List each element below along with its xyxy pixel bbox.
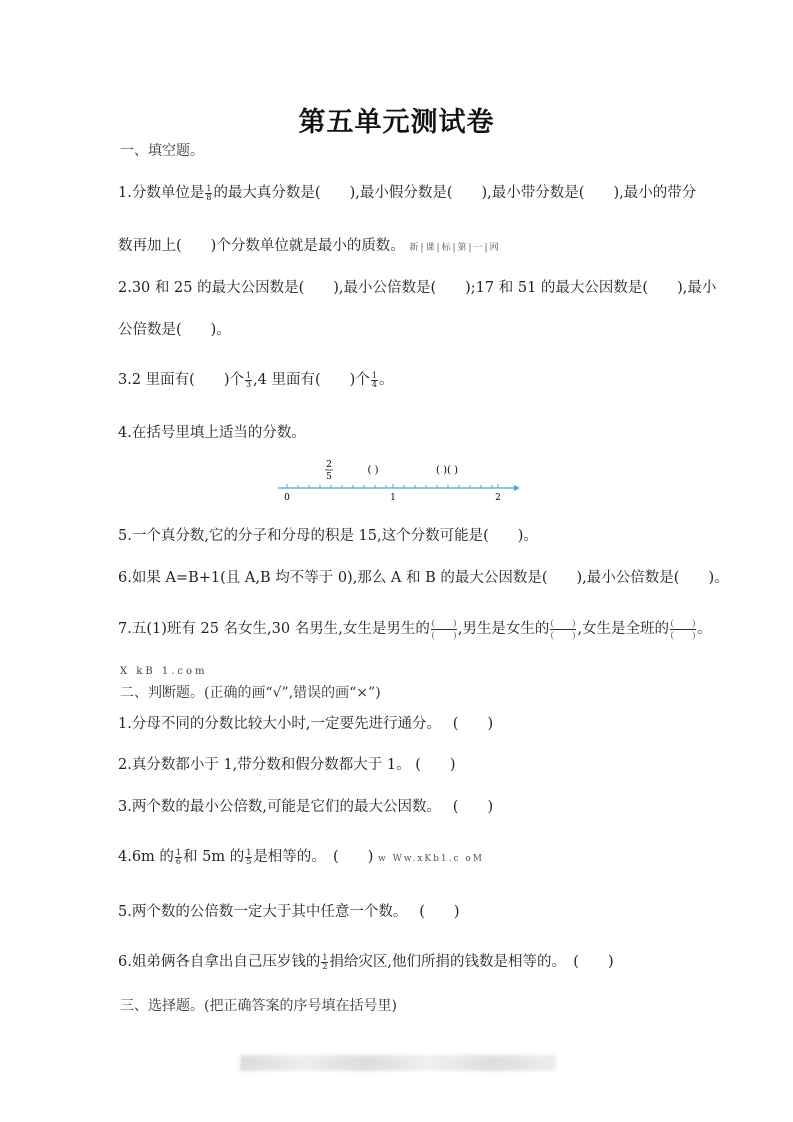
question-1-3: 3.2 里面有( )个 $\frac{1}{3}$ ,4 里面有( )个 $\frac{1}{4}$ 。 (118, 370, 394, 389)
question-2-3: 3.两个数的最小公倍数,可能是它们的最大公因数。 ( ) (118, 799, 494, 815)
section3-heading: 三、选择题。(把正确答案的序号填在括号里) (120, 998, 397, 1014)
section1-heading: 一、填空题。 (120, 143, 204, 159)
question-2-2: 2.真分数都小于 1,带分数和假分数都大于 1。 ( ) (118, 757, 456, 773)
question-2-5: 5.两个数的公倍数一定大于其中任意一个数。 ( ) (118, 904, 460, 920)
watermark-text: X kB 1.com (120, 666, 208, 677)
fraction: $\frac{1}{4}$ (371, 370, 377, 389)
question-1-7: 7.五(1)班有 25 名女生,30 名男生,女生是男生的 ,男生是女生的 ,女生是全班的 。 (118, 617, 712, 640)
watermark-text: w Ww.xKb1.c oM (378, 854, 484, 864)
fraction: $\frac{1}{5}$ (246, 847, 252, 866)
tick-label-2: 2 (495, 493, 501, 503)
blank-fraction (550, 619, 576, 640)
fraction: $\frac{1}{8}$ (206, 183, 212, 202)
numline-blank-2: ( )( ) (436, 465, 458, 476)
tick-label-0: 0 (284, 493, 290, 503)
numline-frac-num: 2 (326, 460, 332, 470)
question-2-1: 1.分母不同的分数比较大小时,一定要先进行通分。 ( ) (118, 716, 494, 732)
question-1-1: 1.分数单位是 $\frac{1}{8}$ 的最大真分数是( ),最小假分数是( ),最小带分数是( ),最小的带分 (118, 183, 697, 202)
fraction: $\frac{1}{6}$ (175, 847, 182, 866)
blank-fraction (670, 619, 696, 640)
question-1-5: 5.一个真分数,它的分子和分母的积是 15,这个分数可能是( )。 (118, 528, 538, 544)
section2-heading: 二、判断题。(正确的画“√”,错误的画“×”) (120, 685, 381, 701)
question-1-2-cont: 公倍数是( )。 (118, 322, 231, 338)
question-2-6: 6.姐弟俩各自拿出自己压岁钱的 $\frac{1}{2}$ 捐给灾区,他们所捐的钱数是相等的。 ( ) (118, 952, 614, 971)
number-line (270, 455, 530, 505)
numline-blank-1: ( ) (367, 465, 379, 476)
fraction: $\frac{1}{2}$ (322, 952, 328, 971)
question-1-4: 4.在括号里填上适当的分数。 (118, 425, 306, 441)
blank-fraction (431, 619, 457, 640)
question-1-2: 2.30 和 25 的最大公因数是( ),最小公倍数是( );17 和 51 的最大公因数是( ),最小 (118, 280, 717, 296)
question-1-1-cont: 数再加上( )个分数单位就是最小的质数。 新|课|标|第|一|网 (118, 238, 501, 254)
question-1-6: 6.如果 A=B+1(且 A,B 均不等于 0),那么 A 和 B 的最大公因数是( ),最小公倍数是( )。 (118, 570, 729, 586)
watermark-text: 新|课|标|第|一|网 (409, 243, 501, 253)
fraction: $\frac{1}{3}$ (245, 370, 252, 389)
numline-frac-den: 5 (326, 472, 332, 482)
blurred-footer (240, 1055, 556, 1071)
tick-label-1: 1 (390, 493, 396, 503)
page-title: 第五单元测试卷 (298, 107, 495, 138)
question-2-4: 4.6m 的 $\frac{1}{6}$ 和 5m 的 $\frac{1}{5}$ 是相等的。 ( ) w Ww.xKb1.c oM (118, 847, 484, 866)
